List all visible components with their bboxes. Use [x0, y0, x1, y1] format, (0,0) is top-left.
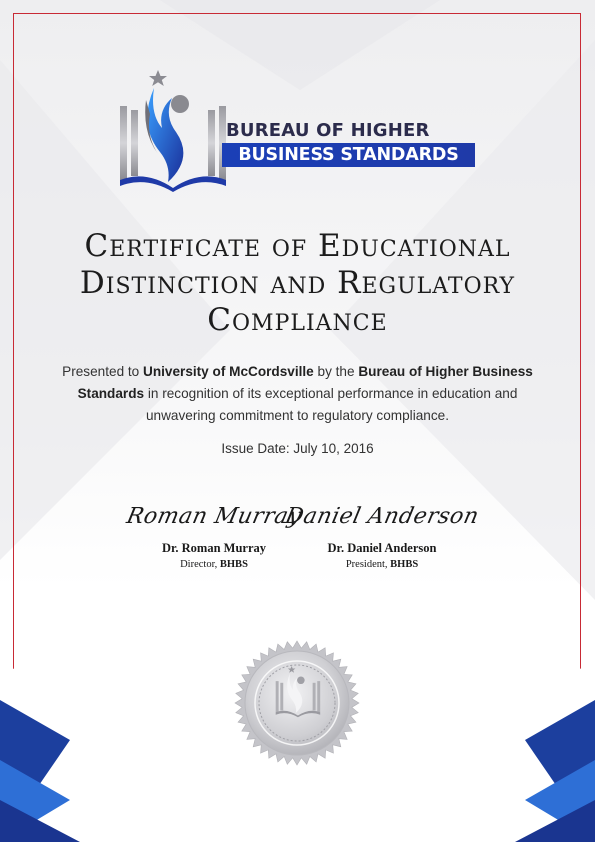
desc-mid: by the	[313, 364, 359, 379]
issue-date: Issue Date: July 10, 2016	[221, 441, 374, 456]
title-line: Distinction and Regulatory	[79, 265, 516, 301]
person-flame-icon	[145, 88, 189, 182]
desc-prefix: Presented to	[62, 364, 144, 379]
signatory-name: Dr. Roman Murray	[161, 541, 267, 555]
issuer-name: Bureau of Higher Business Standards	[77, 364, 533, 401]
signatory-title: Director, BHBS	[180, 559, 248, 570]
recipient-name: University of McCordsville	[143, 364, 314, 379]
signature-block-president	[282, 495, 482, 570]
certificate-description	[55, 361, 540, 427]
signature-script: Roman Murray	[124, 504, 304, 529]
org-name-line1: BUREAU OF HIGHER	[226, 120, 430, 141]
corner-decoration-left	[0, 700, 80, 842]
signatory-title: President, BHBS	[345, 559, 419, 570]
corner-decoration-right	[515, 700, 595, 842]
seal-icon	[234, 640, 360, 766]
signature-script: Daniel Anderson	[282, 504, 482, 529]
desc-suffix: in recognition of its exceptional performance in education and unwavering commitment to regulatory compliance.	[144, 386, 518, 423]
org-name-line2: BUSINESS STANDARDS	[222, 143, 475, 167]
title-line: Compliance	[207, 302, 388, 338]
certificate-title	[20, 228, 575, 339]
star-icon	[149, 70, 167, 86]
signatory-name: Dr. Daniel Anderson	[327, 541, 437, 555]
title-line: Certificate of Educational	[84, 228, 511, 264]
